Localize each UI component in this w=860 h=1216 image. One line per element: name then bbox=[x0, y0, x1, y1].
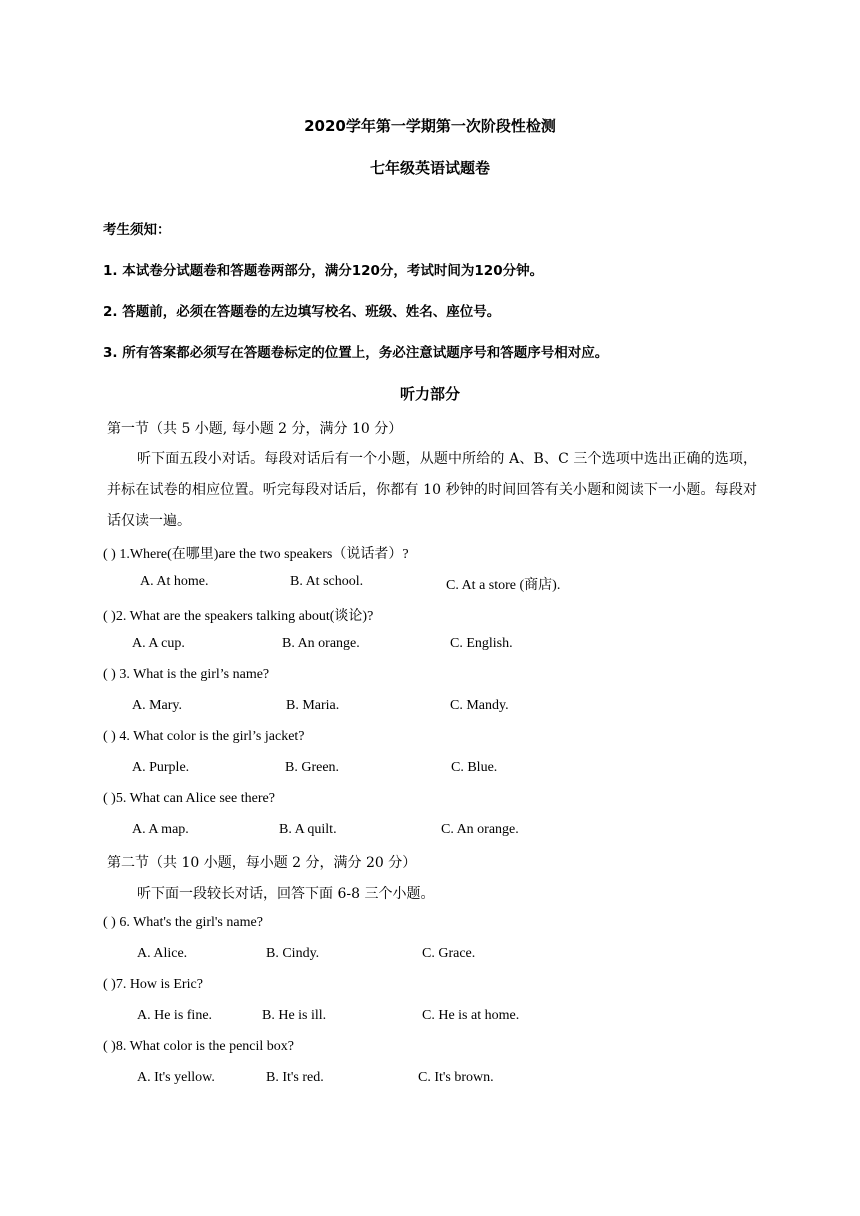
question-stem: ( )8. What color is the pencil box? bbox=[103, 1039, 295, 1054]
part1-instructions: 听下面五段小对话。每段对话后有一个小题，从题中所给的 A、B、C 三个选项中选出正确的选项，并标在试卷的相应位置。听完每段对话后，你都有 10 秒钟的时间回答有关小题和阅读下一小题。每段对话仅读一遍。 bbox=[107, 451, 757, 529]
option-a: A. He is fine. bbox=[137, 1008, 213, 1023]
notice-heading: 考生须知： bbox=[103, 222, 171, 238]
option-b: B. It's red. bbox=[266, 1070, 324, 1085]
option-a: A. A cup. bbox=[132, 636, 185, 651]
option-c: C. An orange. bbox=[441, 822, 519, 837]
question-stem: ( ) 1.Where(在哪里)are the two speakers（说话者）? bbox=[103, 547, 409, 562]
question-stem: ( ) 3. What is the girl’s name? bbox=[103, 667, 270, 682]
option-b: B. Maria. bbox=[286, 698, 340, 713]
option-b: B. He is ill. bbox=[262, 1008, 327, 1023]
option-a: A. Purple. bbox=[132, 760, 190, 775]
option-b: B. Green. bbox=[285, 760, 340, 775]
option-b: B. A quilt. bbox=[279, 822, 337, 837]
option-b: B. An orange. bbox=[282, 636, 360, 651]
option-c: C. He is at home. bbox=[422, 1008, 520, 1023]
part2-heading: 第二节（共 10 小题，每小题 2 分，满分 20 分） bbox=[107, 855, 417, 871]
notice-item-3: 3. 所有答案都必须写在答题卷标定的位置上，务必注意试题序号和答题序号相对应。 bbox=[103, 345, 609, 361]
notice-item-1: 1. 本试卷分试题卷和答题卷两部分，满分120分，考试时间为120分钟。 bbox=[103, 263, 544, 279]
question-stem: ( ) 6. What's the girl's name? bbox=[103, 915, 263, 930]
part2-instructions: 听下面一段较长对话，回答下面 6-8 三个小题。 bbox=[137, 886, 435, 902]
question-stem: ( )5. What can Alice see there? bbox=[103, 791, 275, 806]
exam-subtitle: 七年级英语试题卷 bbox=[369, 159, 490, 177]
option-a: A. Alice. bbox=[137, 946, 188, 961]
part1-heading: 第一节（共 5 小题, 每小题 2 分，满分 10 分） bbox=[107, 421, 403, 437]
exam-title: 2020学年第一学期第一次阶段性检测 bbox=[304, 117, 556, 135]
option-b: B. At school. bbox=[290, 574, 364, 589]
option-a: A. It's yellow. bbox=[137, 1070, 215, 1085]
question-stem: ( )7. How is Eric? bbox=[103, 977, 203, 992]
option-c: C. Mandy. bbox=[450, 698, 509, 713]
option-c: C. Blue. bbox=[451, 760, 498, 775]
option-c: C. Grace. bbox=[422, 946, 476, 961]
option-c: C. English. bbox=[450, 636, 513, 651]
option-a: A. At home. bbox=[140, 574, 209, 589]
question-stem: ( ) 4. What color is the girl’s jacket? bbox=[103, 729, 305, 744]
question-stem: ( )2. What are the speakers talking about(谈论)? bbox=[103, 609, 374, 624]
section-title: 听力部分 bbox=[399, 385, 460, 403]
option-c: C. At a store (商店). bbox=[446, 578, 561, 593]
option-c: C. It's brown. bbox=[418, 1070, 494, 1085]
option-b: B. Cindy. bbox=[266, 946, 320, 961]
option-a: A. Mary. bbox=[132, 698, 183, 713]
option-a: A. A map. bbox=[132, 822, 189, 837]
notice-item-2: 2. 答题前，必须在答题卷的左边填写校名、班级、姓名、座位号。 bbox=[103, 304, 501, 320]
